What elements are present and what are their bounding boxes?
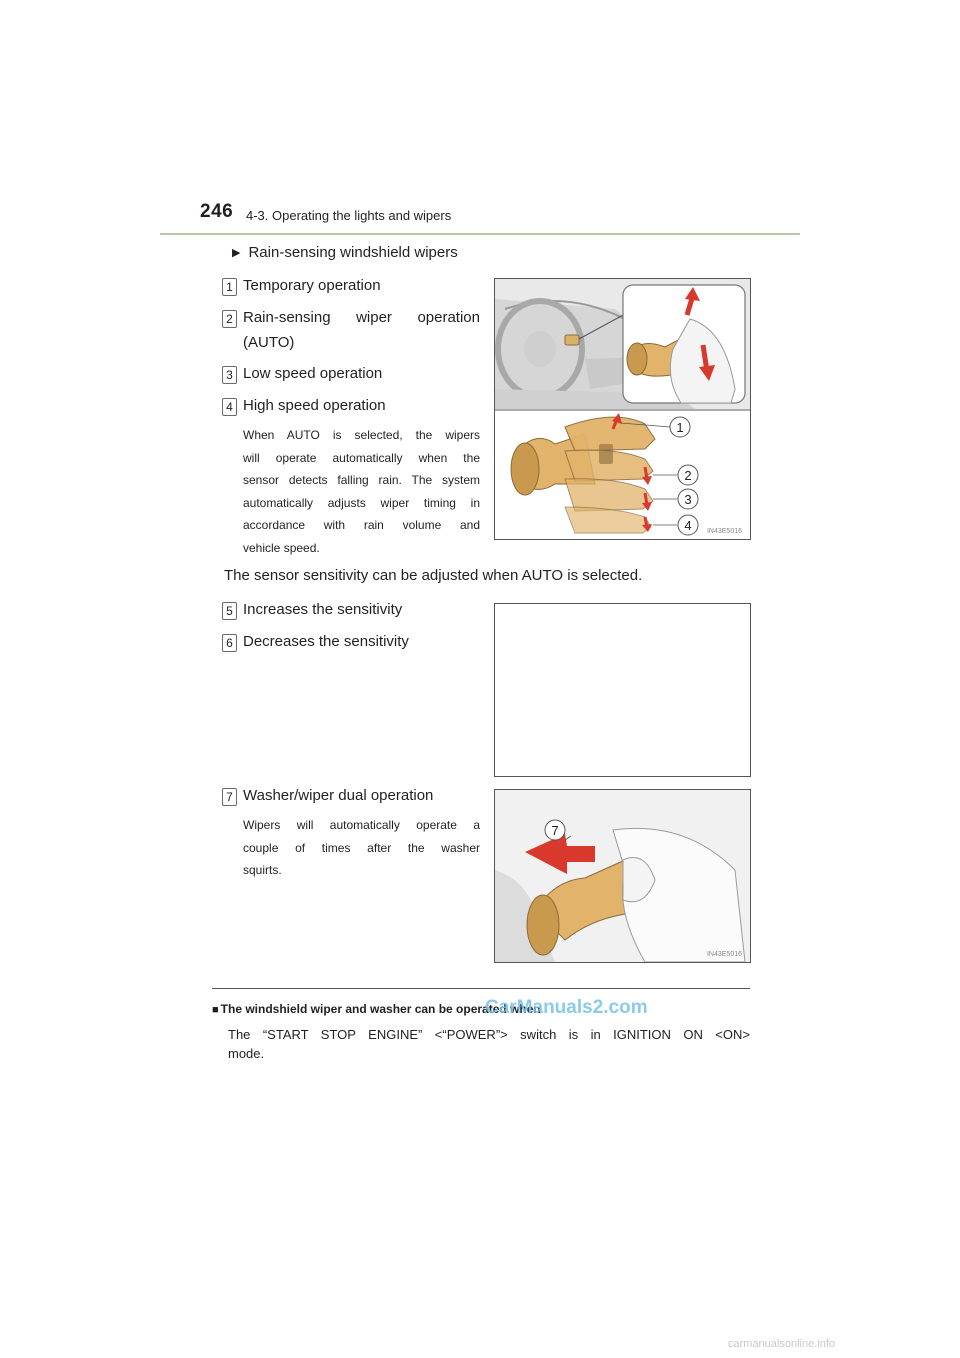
figure-code: IN43E5016 [706, 528, 742, 535]
wiper-lever-illustration [495, 279, 750, 539]
header-rule [160, 233, 800, 235]
callout-3 [678, 489, 698, 509]
figure-code: IN43E5016 [706, 951, 742, 958]
item-number-badge: 5 [222, 602, 237, 620]
item-number-badge: 2 [222, 310, 237, 328]
footer-body: The “START STOP ENGINE” <“POWER”> switch is in IGNITION ON <ON> mode. [228, 1027, 750, 1061]
svg-text:2: 2 [684, 468, 692, 483]
item-label-temporary: Temporary operation [243, 277, 381, 294]
wiper-lever-figure [494, 278, 751, 540]
item-label-decrease: Decreases the sensitivity [243, 633, 409, 650]
sensitivity-figure [494, 603, 751, 777]
item-number-badge: 6 [222, 634, 237, 652]
triangle-bullet-icon: ▶ [232, 247, 241, 259]
watermark-online[interactable]: carmanualsonline.info [728, 1338, 836, 1350]
callout-2 [678, 465, 698, 485]
item-number-badge: 7 [222, 788, 237, 806]
item-label-auto: Rain-sensing wiper operation [243, 309, 480, 326]
page-number: 246 [200, 201, 234, 222]
svg-text:7: 7 [551, 823, 559, 838]
callout-1 [670, 417, 690, 437]
subsection-title: ▶ Rain-sensing windshield wipers [232, 244, 458, 261]
item-number-badge: 3 [222, 366, 237, 384]
item-label-washer: Washer/wiper dual operation [243, 787, 434, 804]
callout-4 [678, 515, 698, 535]
item-label-high-speed: High speed operation [243, 397, 386, 414]
callout-7 [545, 820, 565, 840]
svg-text:3: 3 [684, 492, 692, 507]
footer-rule [212, 988, 750, 989]
auto-note: When AUTO is selected, the wipers will operate automatically when the sensor detects falling rain. The system automatically adjusts wiper timing in accordance with rain volume and vehicle speed. [243, 428, 480, 555]
item-number-badge: 1 [222, 278, 237, 296]
svg-text:4: 4 [684, 518, 692, 533]
item-label-auto-cont: (AUTO) [243, 334, 295, 351]
washer-note: Wipers will automatically operate a couple of times after the washer squirts. [243, 818, 480, 877]
sensitivity-intro: The sensor sensitivity can be adjusted when AUTO is selected. [224, 567, 643, 584]
footer-heading: ■ The windshield wiper and washer can be operated when [212, 1002, 541, 1016]
item-label-low-speed: Low speed operation [243, 365, 383, 382]
section-title: 4-3. Operating the lights and wipers [246, 208, 452, 223]
washer-figure [494, 789, 751, 963]
washer-lever-illustration [495, 790, 750, 962]
item-label-increase: Increases the sensitivity [243, 601, 403, 618]
square-bullet-icon: ■ [212, 1004, 219, 1016]
item-number-badge: 4 [222, 398, 237, 416]
svg-text:1: 1 [676, 420, 684, 435]
watermark-carmanuals[interactable]: CarManuals2.com [485, 997, 648, 1018]
